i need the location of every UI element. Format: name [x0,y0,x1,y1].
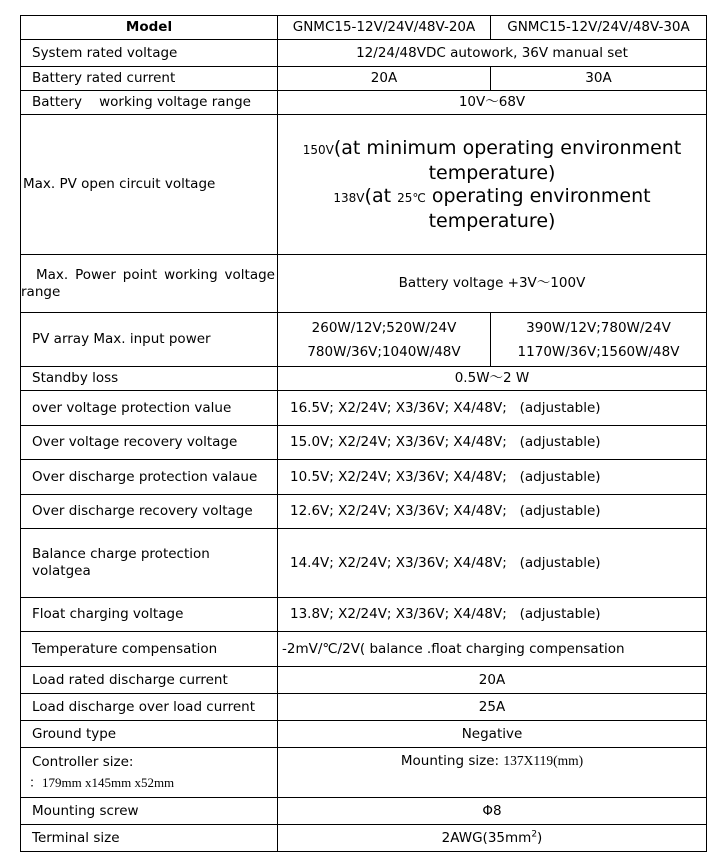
model-20a-header: GNMC15-12V/24V/48V-20A [278,16,491,40]
terminal-value-end: ) [537,829,543,846]
max-power-point-label-line1: Max. Power point working voltage [36,266,275,283]
row-controller-size [21,748,707,798]
load-rated-label: Load rated discharge current [21,667,278,694]
row-load-over [21,694,707,721]
od-recover-label: Over discharge recovery voltage [21,495,278,529]
pv-open-v1-text: (at minimum operating environment [333,136,682,159]
row-system-voltage [21,40,707,67]
pv-open-v2-temp: 25℃ [397,190,426,205]
pv-power-20a-line1: 260W/12V;520W/24V [311,319,457,336]
ov-recover-value: 15.0V; X2/24V; X3/36V; X4/48V; (adjustable) [278,426,707,460]
mounting-size-dims: 137X119(mm) [503,753,584,768]
controller-size-value [278,748,707,798]
load-rated-value: 20A [278,667,707,694]
pv-open-value [278,115,707,255]
terminal-label: Terminal size [21,825,278,852]
temp-comp-label: Temperature compensation [21,632,278,667]
header-row [21,16,707,40]
temp-comp-value: -2mV/℃/2V( balance .float charging compensation [278,632,707,667]
pv-open-line-2: temperature) [428,161,556,184]
pv-power-label: PV array Max. input power [21,313,278,367]
system-voltage-label: System rated voltage [21,40,278,67]
standby-loss-label: Standby loss [21,367,278,391]
max-power-point-value: Battery voltage +3V～100V [278,255,707,313]
row-temp-comp [21,632,707,667]
pv-open-v2-at: (at [364,184,398,207]
row-load-rated [21,667,707,694]
row-od-protect [21,460,707,495]
controller-size-label [21,748,278,798]
pv-power-20a [278,313,491,367]
model-30a-header: GNMC15-12V/24V/48V-30A [491,16,707,40]
pv-open-v2-num: 138V [333,190,365,205]
pv-power-20a-line2: 780W/36V;1040W/48V [307,343,461,360]
max-power-point-label-line2: range [21,283,61,300]
pv-power-30a-line2: 1170W/36V;1560W/48V [517,343,680,360]
row-terminal [21,825,707,852]
terminal-value-sup: 2 [531,829,538,839]
ov-recover-label: Over voltage recovery voltage [21,426,278,460]
float-charge-label: Float charging voltage [21,598,278,632]
row-od-recover [21,495,707,529]
pv-open-line-4: temperature) [428,209,556,232]
row-balance-charge [21,529,707,598]
load-over-value: 25A [278,694,707,721]
battery-current-label: Battery rated current [21,67,278,91]
row-standby-loss [21,367,707,391]
ground-label: Ground type [21,721,278,748]
terminal-value-main: 2AWG(35mm [441,829,532,846]
load-over-label: Load discharge over load current [21,694,278,721]
battery-range-value: 10V～68V [278,91,707,115]
ov-protect-value: 16.5V; X2/24V; X3/36V; X4/48V; (adjustable) [278,391,707,426]
row-ov-recover [21,426,707,460]
row-max-power-point [21,255,707,313]
row-ov-protect [21,391,707,426]
pv-power-30a [491,313,707,367]
system-voltage-value: 12/24/48VDC autowork, 36V manual set [278,40,707,67]
balance-charge-value: 14.4V; X2/24V; X3/36V; X4/48V; (adjustable) [278,529,707,598]
controller-size-label-line2: ：179mm x145mm x52mm [29,775,175,790]
mounting-screw-label: Mounting screw [21,798,278,825]
pv-power-30a-line1: 390W/12V;780W/24V [526,319,671,336]
pv-open-v2-text: operating environment [425,184,651,207]
pv-open-v1-num: 150V [302,142,334,157]
spec-table [20,15,707,852]
pv-open-line-1 [284,137,700,162]
mounting-screw-value: Φ8 [278,798,707,825]
max-power-point-label [21,255,278,313]
row-ground [21,721,707,748]
mounting-size-prefix: Mounting size: [400,753,500,769]
balance-charge-label: Balance charge protection volatgea [21,529,278,598]
battery-range-label: Battery working voltage range [21,91,278,115]
battery-current-20a: 20A [278,67,491,91]
row-float-charge [21,598,707,632]
row-pv-power [21,313,707,367]
od-protect-label: Over discharge protection valaue [21,460,278,495]
row-battery-current [21,67,707,91]
row-mounting-screw [21,798,707,825]
standby-loss-value: 0.5W～2 W [278,367,707,391]
controller-size-label-line1: Controller size: [32,754,134,770]
model-header-label: Model [21,16,278,40]
pv-open-line-3 [284,185,700,210]
battery-current-30a: 30A [491,67,707,91]
od-protect-value: 10.5V; X2/24V; X3/36V; X4/48V; (adjustable) [278,460,707,495]
row-pv-open-voltage [21,115,707,255]
ov-protect-label: over voltage protection value [21,391,278,426]
pv-open-label: Max. PV open circuit voltage [21,115,278,255]
terminal-value [278,825,707,852]
od-recover-value: 12.6V; X2/24V; X3/36V; X4/48V; (adjustable) [278,495,707,529]
row-battery-range [21,91,707,115]
ground-value: Negative [278,721,707,748]
float-charge-value: 13.8V; X2/24V; X3/36V; X4/48V; (adjustable) [278,598,707,632]
